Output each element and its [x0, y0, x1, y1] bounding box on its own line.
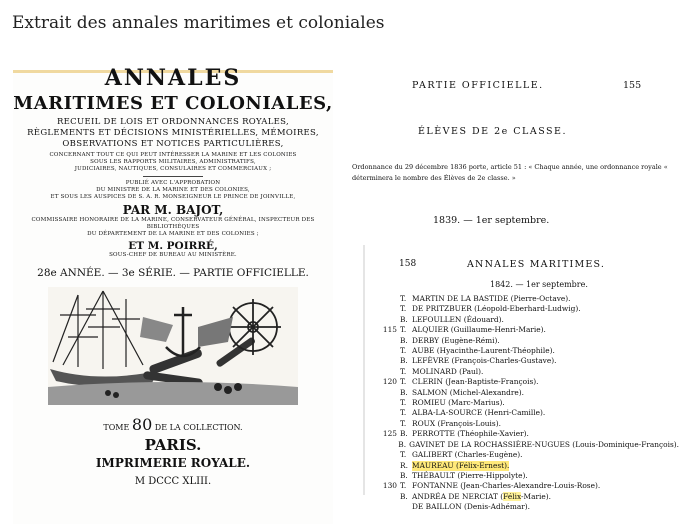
page-heading: Extrait des annales maritimes et coloniales — [12, 13, 385, 33]
list-item — [379, 471, 679, 481]
entry-number — [379, 492, 400, 502]
entry-number — [379, 471, 400, 481]
entry-name: DE BAILLON (Denis-Adhémar). — [412, 502, 531, 512]
page-155-image — [338, 70, 676, 245]
list-item — [379, 481, 679, 491]
title-line-3: OBSERVATIONS ET NOTICES PARTICULIÈRES, — [62, 139, 284, 149]
entry-number — [379, 440, 398, 450]
list-item — [379, 502, 679, 512]
entry-letter — [400, 502, 412, 512]
ordonnance-text: Ordonnance du 29 décembre 1836 porte, article 51 : « Chaque année, une ordonnance royale « déterminera le nombre des Élèves de 2e classe. » — [352, 163, 668, 182]
entry-number: 120 — [382, 377, 397, 387]
list-item — [379, 429, 679, 439]
list-item — [379, 336, 679, 346]
page-155-number: 155 — [623, 80, 642, 91]
entry-letter: T. — [400, 450, 407, 460]
title-maritimes: MARITIMES ET COLONIALES, — [13, 93, 333, 114]
entry-name: MARTIN DE LA BASTIDE (Pierre-Octave). — [412, 294, 571, 303]
page-158-title: ANNALES MARITIMES. — [467, 259, 606, 270]
eleves-title: ÉLÈVES DE 2e CLASSE. — [418, 126, 568, 137]
entry-name: PERROTTE (Théophile-Xavier). — [412, 429, 529, 439]
list-item — [379, 450, 679, 460]
entry-name: LEFÈVRE (François-Charles-Gustave). — [412, 356, 557, 366]
entry-number — [379, 346, 400, 356]
entry-name: DE PRITZBUER (Léopold-Eberhard-Ludwig). — [412, 304, 581, 314]
list-item — [379, 461, 679, 471]
title-page-image — [13, 65, 333, 524]
page-155-header: PARTIE OFFICIELLE. — [412, 80, 544, 91]
entry-name: THÉBAULT (Pierre-Hippolyte). — [412, 470, 528, 480]
list-item — [379, 304, 679, 314]
date-1839: 1839. — 1er septembre. — [433, 215, 550, 226]
entry-letter: B. — [398, 439, 407, 449]
list-item — [379, 492, 679, 502]
title-line-10: COMMISSAIRE HONORAIRE DE LA MARINE, CONSERVATEUR GÉNÉRAL, INSPECTEUR DES BIBLIOTHÈQUES — [31, 217, 315, 230]
list-item — [379, 356, 679, 366]
entry-letter: B. — [400, 356, 408, 366]
entry-number — [379, 419, 400, 429]
title-annee: 28e ANNÉE. — 3e SÉRIE. — PARTIE OFFICIELLE. — [37, 267, 309, 279]
entry-letter: T. — [400, 408, 407, 418]
entry-name: LEFOULLEN (Édouard). — [412, 314, 504, 324]
entry-name: GALIBERT (Charles-Eugène). — [412, 450, 523, 460]
title-line-12: SOUS-CHEF DE BUREAU AU MINISTÈRE. — [109, 252, 237, 258]
entry-number: 125 — [382, 429, 397, 439]
entry-name: CLERIN (Jean-Baptiste-François). — [412, 377, 539, 387]
entry-number — [379, 315, 400, 325]
entry-name: MOLINARD (Paul). — [412, 366, 484, 376]
title-paris: PARIS. — [144, 436, 202, 454]
entry-letter: B. — [400, 387, 408, 397]
entry-letter: T. — [400, 346, 407, 356]
list-item — [379, 408, 679, 418]
entry-number — [379, 502, 400, 512]
title-line-8: DU MINISTRE DE LA MARINE ET DES COLONIES, — [96, 187, 250, 193]
page-158-number: 158 — [399, 259, 417, 269]
entry-letter: B. — [400, 491, 408, 501]
entry-number — [379, 304, 400, 314]
entry-name: AUBE (Hyacinthe-Laurent-Théophile). — [412, 346, 555, 356]
title-year: M DCCC XLIII. — [134, 476, 212, 487]
list-item — [379, 367, 679, 377]
entry-name: FONTANNE (Jean-Charles-Alexandre-Louis-Rose). — [412, 481, 601, 491]
entry-number — [379, 450, 400, 460]
entry-letter: T. — [400, 366, 407, 376]
title-line-6: JUDICIAIRES, NAUTIQUES, CONSULAIRES ET COMMERCIAUX ; — [74, 166, 272, 172]
entry-letter: T. — [400, 418, 407, 428]
list-item — [379, 440, 679, 450]
entry-letter: R. — [400, 460, 408, 470]
entry-letter: T. — [400, 294, 407, 303]
list-item — [379, 377, 679, 387]
entry-number — [379, 356, 400, 366]
title-line-9: ET SOUS LES AUSPICES DE S. A. R. MONSEIGNEUR LE PRINCE DE JOINVILLE, — [50, 194, 296, 200]
title-line-5: SOUS LES RAPPORTS MILITAIRES, ADMINISTRATIFS, — [90, 159, 256, 165]
title-line-4: CONCERNANT TOUT CE QUI PEUT INTÉRESSER LA MARINE ET LES COLONIES — [49, 152, 297, 158]
list-item — [379, 325, 679, 335]
entry-number — [379, 408, 400, 418]
entry-number — [379, 294, 400, 304]
title-author: PAR M. BAJOT, — [122, 203, 224, 217]
list-item — [379, 419, 679, 429]
title-line-1: RECUEIL DE LOIS ET ORDONNANCES ROYALES, — [56, 117, 290, 127]
entry-letter: B. — [400, 429, 408, 439]
list-item — [379, 388, 679, 398]
entry-name: ROUX (François-Louis). — [412, 418, 501, 428]
entry-name: SALMON (Michel-Alexandre). — [412, 387, 524, 397]
student-list — [379, 294, 679, 513]
entry-name: DERBY (Eugène-Rémi). — [412, 335, 500, 345]
entry-number — [379, 398, 400, 408]
page-158-image — [363, 245, 679, 512]
entry-number: 130 — [382, 481, 397, 491]
entry-letter: T. — [400, 304, 407, 314]
entry-number — [379, 388, 400, 398]
list-item — [379, 346, 679, 356]
title-tome-number: 80 — [131, 415, 153, 434]
list-item — [379, 398, 679, 408]
title-annales: ANNALES — [104, 65, 242, 91]
title-imprimerie: IMPRIMERIE ROYALE. — [95, 456, 251, 470]
entry-letter: B. — [400, 314, 408, 324]
naval-engraving-image — [48, 287, 298, 405]
entry-letter: T. — [400, 325, 407, 335]
entry-number — [379, 367, 400, 377]
list-item — [379, 315, 679, 325]
entry-number: 115 — [382, 325, 397, 335]
title-line-11: DU DÉPARTEMENT DE LA MARINE ET DES COLONIES ; — [87, 231, 259, 237]
entry-number — [379, 461, 400, 471]
entry-letter: B. — [400, 470, 408, 480]
title-line-7: PUBLIÉ AVEC L'APPROBATION — [125, 180, 221, 186]
title-tome: TOME 80 DE LA COLLECTION. — [103, 415, 243, 434]
entry-letter: T. — [400, 481, 407, 491]
entry-name: GAVINET DE LA ROCHASSIÈRE-NUGUES (Louis-Dominique-François). — [409, 439, 679, 449]
entry-name-highlighted: MAUREAU (Félix-Ernest). — [412, 460, 510, 470]
entry-name: ROMIEU (Marc-Marius). — [412, 398, 505, 408]
entry-number — [379, 336, 400, 346]
date-1842: 1842. — 1er septembre. — [490, 280, 588, 289]
entry-name: ANDRÉA DE NERCIAT (Félix-Marie). — [412, 491, 552, 501]
title-line-2: RÈGLEMENTS ET DÉCISIONS MINISTÉRIELLES, MÉMOIRES, — [27, 128, 319, 138]
list-item — [379, 294, 679, 304]
entry-letter: T. — [400, 398, 407, 408]
entry-letter: B. — [400, 335, 408, 345]
entry-name: ALQUIER (Guillaume-Henri-Marie). — [412, 325, 546, 335]
title-coauthor: ET M. POIRRÉ, — [128, 240, 218, 252]
entry-letter: T. — [400, 377, 407, 387]
title-divider — [143, 176, 203, 177]
entry-name: ALBA-LA-SOURCE (Henri-Camille). — [412, 408, 546, 418]
